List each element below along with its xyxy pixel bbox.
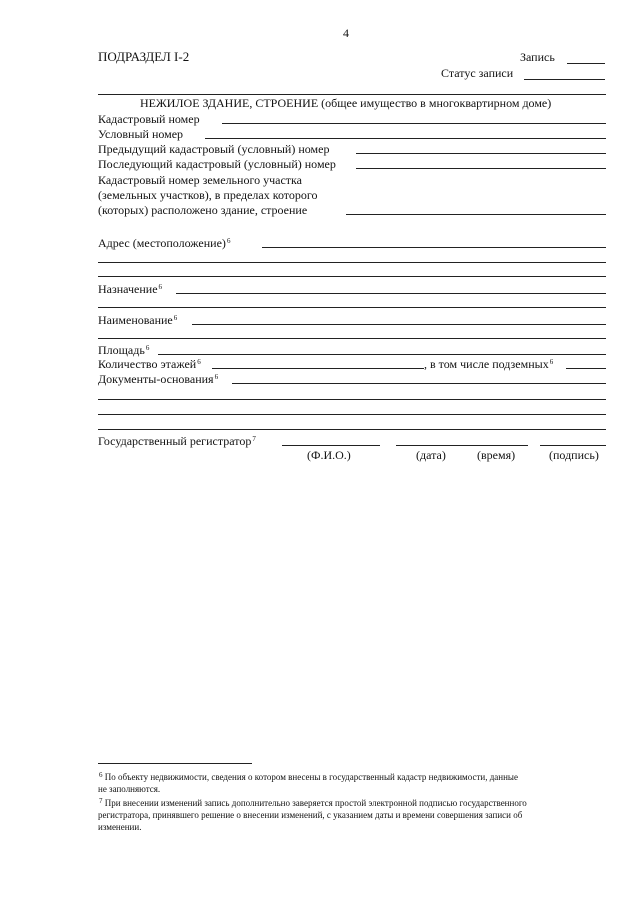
next-number-label: Последующий кадастровый (условный) номер bbox=[98, 157, 336, 171]
address-field-line2[interactable] bbox=[98, 262, 606, 263]
address-field[interactable] bbox=[262, 247, 606, 248]
area-field[interactable] bbox=[158, 354, 606, 355]
documents-field[interactable] bbox=[232, 383, 606, 384]
section-title: НЕЖИЛОЕ ЗДАНИЕ, СТРОЕНИЕ (общее имущество в многоквартирном доме) bbox=[140, 96, 552, 110]
documents-field-line4[interactable] bbox=[98, 429, 606, 430]
prev-number-label: Предыдущий кадастровый (условный) номер bbox=[98, 142, 330, 156]
subsection-title: ПОДРАЗДЕЛ I-2 bbox=[98, 49, 190, 64]
purpose-field-line2[interactable] bbox=[98, 307, 606, 308]
footnote-7-line3: изменении. bbox=[98, 822, 142, 832]
signature-caption: (подпись) bbox=[549, 448, 599, 462]
registrar-signature-field[interactable] bbox=[540, 445, 606, 446]
next-number-field[interactable] bbox=[356, 168, 606, 169]
documents-field-line2[interactable] bbox=[98, 399, 606, 400]
documents-field-line3[interactable] bbox=[98, 414, 606, 415]
page-number: 4 bbox=[343, 26, 349, 40]
address-label: Адрес (местоположение)$^6$ bbox=[98, 236, 231, 250]
floors-label: Количество этажей$^6$ bbox=[98, 357, 201, 371]
footnote-separator bbox=[98, 763, 252, 764]
area-label: Площадь$^6$ bbox=[98, 343, 150, 357]
land-plot-label-line2: (земельных участков), в пределах которого bbox=[98, 188, 318, 202]
cadastral-number-label: Кадастровый номер bbox=[98, 112, 200, 126]
record-status-field[interactable] bbox=[524, 79, 605, 80]
footnote-6-line2: не заполняются. bbox=[98, 784, 161, 794]
underground-field[interactable] bbox=[566, 368, 606, 369]
address-field-line3[interactable] bbox=[98, 276, 606, 277]
registrar-datetime-field[interactable] bbox=[396, 445, 528, 446]
land-plot-label-line3: (которых) расположено здание, строение bbox=[98, 203, 308, 217]
record-status-label: Статус записи bbox=[441, 66, 514, 80]
date-caption: (дата) bbox=[416, 448, 446, 462]
purpose-field[interactable] bbox=[176, 293, 606, 294]
registrar-label: Государственный регистратор$^7$ bbox=[98, 434, 256, 448]
land-plot-field[interactable] bbox=[346, 214, 606, 215]
record-label: Запись bbox=[520, 50, 555, 64]
conditional-number-field[interactable] bbox=[205, 138, 606, 139]
prev-number-field[interactable] bbox=[356, 153, 606, 154]
underground-label: , в том числе подземных$^6$ bbox=[424, 357, 554, 371]
name-label: Наименование$^6$ bbox=[98, 313, 178, 327]
fio-caption: (Ф.И.О.) bbox=[307, 448, 351, 462]
floors-field[interactable] bbox=[212, 368, 424, 369]
purpose-label: Назначение$^6$ bbox=[98, 282, 163, 296]
name-field-line2[interactable] bbox=[98, 338, 606, 339]
footnote-7-line1: $^7$ При внесении изменений запись дополнительно заверяется простой электронной подписью государственного bbox=[99, 797, 527, 808]
cadastral-number-field[interactable] bbox=[222, 123, 606, 124]
footnote-6-line1: $^6$ По объекту недвижимости, сведения о котором внесены в государственный кадастр недвижимости, данные bbox=[99, 771, 518, 782]
name-field[interactable] bbox=[192, 324, 606, 325]
conditional-number-label: Условный номер bbox=[98, 127, 184, 141]
header-separator bbox=[98, 94, 606, 95]
registrar-fio-field[interactable] bbox=[282, 445, 380, 446]
documents-label: Документы-основания$^6$ bbox=[98, 372, 219, 386]
land-plot-label-line1: Кадастровый номер земельного участка bbox=[98, 173, 302, 187]
record-field[interactable] bbox=[567, 63, 605, 64]
footnote-7-line2: регистратора, принявшего решение о внесении изменений, с указанием даты и времени совершения записи об bbox=[98, 810, 523, 820]
time-caption: (время) bbox=[477, 448, 516, 462]
